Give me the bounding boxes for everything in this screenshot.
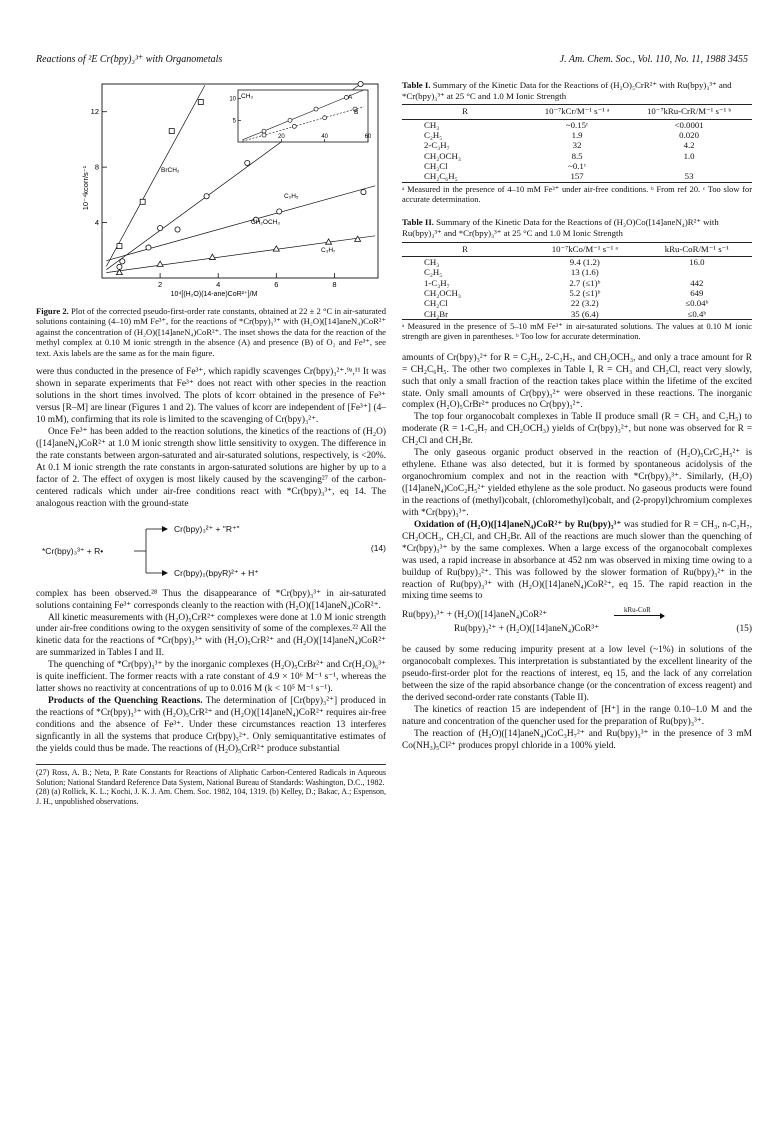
right-para-2: The top four organocobalt complexes in Table II produce small (R = CH₃ and C₂H₅) to moderate (R = 1-C₃H₇ and CH₂OCH₃) yields of Cr(bpy)₃²⁺, but none was observed for R = CH₂Cl and CH₂Br.: [402, 412, 752, 447]
curve-label: C₃H₇: [321, 247, 336, 254]
data-point: [209, 254, 215, 259]
inset-y-tick-label: 5: [232, 118, 236, 125]
t1-header-kcr: 10⁻⁷kCr/M⁻¹ s⁻¹ ᵃ: [528, 105, 626, 119]
left-para-2: Once Fe³⁺ has been added to the reaction solutions, the kinetics of the reactions of (H₂O)([14]aneN₄)CoR²⁺ at 1.0 M ionic strength show little sensitivity to oxygen. The difference in the rate constants between argon-saturated and air-saturated solutions, respectively, is <20%. At 0.1 M ionic strength the rate constants in argon-saturated solutions are higher by up to a factor of 2. The effect of oxygen is most likely caused by the scavenging²⁷ of the carbon-centered radicals which under air-free conditions react with *Cr(bpy)₃³⁺, eq 14. The analogous reaction with the ground-state: [36, 427, 386, 509]
inset-x-tick-label: 20: [277, 134, 285, 140]
t2-header-kru: kRu-CoR/M⁻¹ s⁻¹: [642, 242, 752, 256]
table-row: [402, 161, 752, 171]
table-2-label: Table II.: [402, 217, 434, 228]
eq15-reactants: Ru(bpy)₃³⁺ + (H₂O)([14]aneN₄)CoR²⁺: [402, 610, 548, 621]
t2-cell: 1-C₃H₇: [424, 277, 450, 288]
equation-14: [36, 515, 386, 585]
inset-data-point: [262, 129, 266, 133]
table-row: [402, 256, 752, 267]
table-1-notes: ᵃ Measured in the presence of 4–10 mM Fe³⁺ under air-free conditions. ᵇ From ref 20. ᶜ Too slow for accurate determination.: [402, 184, 752, 205]
y-tick-label: 4: [94, 218, 99, 228]
t2-cell: 649: [690, 288, 704, 299]
table-1: [402, 80, 752, 205]
t1-cell: 1.9: [571, 129, 583, 140]
inset-label: CH₃: [241, 93, 254, 100]
t2-header-kco: 10⁻⁷kCo/M⁻¹ s⁻¹ ᵃ: [528, 242, 642, 256]
data-point: [140, 199, 145, 204]
data-point: [169, 129, 174, 134]
figure-caption-label: Figure 2.: [36, 306, 69, 316]
t2-cell: 13 (1.6): [570, 267, 599, 278]
right-para-4-text: was studied for R = CH₃, n-C₃H₇, CH₂OCH₃, CH₂Cl, and CH₂Br. All of the reactions are much slower than the quenching of *Cr(bpy)₃³⁺ by the same complexes. When a large excess of the organocobalt complexes was used, a rapid increase in absorbance at 452 nm was observed in mixing time owing to a buildup of Ru(bpy)₃²⁺. This was followed by the slower formation of Ru(bpy)₃²⁺ in the reaction of Ru(bpy)₃³⁺ with (H₂O)([14]aneN₄)CoR²⁺, eq 15. The rapid reaction in the mixing time seems to: [402, 519, 753, 602]
right-para-3: The only gaseous organic product observed in the reaction of (H₂O)₅CrC₂H₅²⁺ is ethylene. Ethane was also detected, but it is formed by spontaneous acidolysis of the organochromium complex and not in the reaction with *Cr(bpy)₃³⁺. Similarly, (H₂O)([14]aneN₄)CoC₂H₅²⁺ yielded ethylene as the sole product. No gaseous products were found in the reactions of (methyl)cobalt, (chloromethyl)cobalt, and (2-propyl)chromium complexes with *Cr(bpy)₃³⁺.: [402, 448, 752, 518]
table-row: [402, 298, 752, 308]
data-point: [198, 100, 203, 105]
data-point: [117, 244, 122, 249]
table-1-caption-text: Summary of the Kinetic Data for the Reactions of (H₂O)₅CrR²⁺ with Ru(bpy)₃³⁺ and *Cr(bpy)₃³⁺ at 25 °C and 1.0 M Ionic Strength: [402, 80, 732, 101]
inset-data-point: [323, 116, 327, 120]
table-row: [402, 151, 752, 161]
table-row: [402, 140, 752, 150]
section-heading-oxidation: Oxidation of (H₂O)([14]aneN₄)CoR²⁺ by Ru(bpy)₃³⁺: [414, 519, 622, 530]
t1-cell: 53: [626, 171, 752, 182]
fit-line: [106, 236, 375, 273]
y-tick-label: 8: [94, 162, 99, 172]
eq15-arrow: [614, 615, 664, 616]
inset-label: B: [354, 109, 359, 116]
t1-cell: 8.5: [571, 150, 583, 161]
right-para-6: The kinetics of reaction 15 are independent of [H⁺] in the range 0.10–1.0 M and the nature and concentration of the quencher used for the preparation of Ru(bpy)₃³⁺.: [402, 705, 752, 728]
t1-cell: 1.0: [683, 150, 695, 161]
t2-cell: CH₂Cl: [424, 298, 448, 309]
t2-cell: 16.0: [689, 256, 705, 267]
curve-label: C₂H₅: [284, 193, 299, 200]
t2-cell: CH₂OCH₃: [424, 288, 461, 299]
x-tick-label: 6: [274, 280, 279, 289]
table-row: [402, 119, 752, 130]
t2-cell: CH₂Br: [402, 309, 528, 320]
t1-header-kru: 10⁻⁷kRu-CrR/M⁻¹ s⁻¹ ᵇ: [626, 105, 752, 119]
right-column: [402, 80, 752, 753]
figure-2: [36, 80, 386, 302]
y-axis-label: 10⁻⁴kcorr/s⁻¹: [81, 165, 90, 211]
table-2-caption: [402, 217, 752, 238]
x-tick-label: 2: [158, 280, 163, 289]
table-row: [402, 267, 752, 277]
x-axis-label: 10⁴[(H₂O)(14-ane)CoR²⁺]/M: [170, 291, 258, 298]
right-para-4: [402, 520, 752, 604]
t1-cell: CH₂Cl: [424, 161, 448, 172]
curve-label: BrCH₂: [161, 167, 180, 174]
inset-y-tick-label: 10: [229, 96, 236, 103]
t1-cell: ~0.1ᶜ: [568, 161, 587, 172]
eq14-product-b: Cr(bpy)₂(bpyR)²⁺ + H⁺: [174, 567, 259, 578]
table-2-caption-text: Summary of the Kinetic Data for the Reactions of (H₂O)Co([14]aneN₄)R²⁺ with Ru(bpy)₃³⁺ and *Cr(bpy)₃³⁺ at 25 °C and 1.0 M Ionic Strength: [402, 217, 719, 239]
t2-cell: 9.4 (1.2): [569, 256, 600, 267]
left-column: [36, 80, 386, 807]
table-row: [402, 130, 752, 140]
t1-cell: CH₃: [424, 119, 440, 130]
y-tick-label: 12: [90, 107, 99, 117]
data-point: [157, 261, 163, 266]
x-tick-label: 8: [332, 280, 337, 289]
eq14-product-a: Cr(bpy)₃²⁺ + "R⁺": [174, 523, 240, 534]
data-point: [273, 246, 279, 251]
data-point: [175, 227, 180, 232]
t2-header-r: R: [402, 242, 528, 256]
t2-cell: 5.2 (≤1)ᵇ: [569, 288, 601, 299]
table-row: [402, 278, 752, 288]
inset-data-point: [314, 107, 318, 111]
right-para-1: amounts of Cr(bpy)₃²⁺ for R = C₂H₅, 2-C₃H₇, and CH₂OCH₃, and only a trace amount for R = CH₂C₆H₅. The other two complexes in Table I, R = CH₃ and CH₂Cl, react very slowly, such that only a small fraction of the reaction takes place within the lifetime of the excited state. Only small amounts of Cr(bpy)₃²⁺ were observed in these reactions. The inorganic complex (H₂O)₅CrBr²⁺ produces no Cr(bpy)₃²⁺.: [402, 352, 752, 411]
footnote-27: (27) Ross, A. B.; Neta, P. Rate Constants for Reactions of Aliphatic Carbon-Centered Radicals in Aqueous Solution; National Standard Reference Data System, National Bureau of Standards: Washington, D.C., 1982.: [36, 767, 386, 787]
t2-cell: [642, 267, 752, 277]
footnotes: [36, 764, 386, 807]
right-para-7: The reaction of (H₂O)([14]aneN₄)CoC₃H₇²⁺ and Ru(bpy)₃³⁺ in the presence of 3 mM Co(NH₃)₅Cl²⁺ produces propyl chloride in a 100% yield.: [402, 728, 752, 751]
t1-cell: 0.020: [679, 129, 699, 140]
data-point: [204, 194, 209, 199]
x-tick-label: 4: [216, 280, 221, 289]
data-point: [358, 81, 363, 86]
data-point: [120, 259, 125, 264]
header-right: J. Am. Chem. Soc., Vol. 110, No. 11, 1988 3455: [559, 54, 748, 65]
t2-cell: CH₃: [424, 256, 440, 267]
t2-cell: 2.7 (≤1)ᵇ: [569, 277, 601, 288]
table-2-grid: [402, 242, 752, 320]
table-2: [402, 217, 752, 342]
left-para-1: were thus conducted in the presence of Fe³⁺, which rapidly scavenges Cr(bpy)₃²⁺.⁹ᵃ,¹¹ It was shown in separate experiments that Fe³⁺ does not react with other species in the reaction solutions in the short times involved. The plots of kcorr obtained in the presence of Fe³⁺ versus [R–M] are linear (Figures 1 and 2). The values of kcorr are independent of [Fe³⁺] (4–10 mM), confirming that its role is limited to the scavenging of Cr(bpy)₃²⁺.: [36, 367, 386, 426]
data-point: [361, 189, 366, 194]
eq14-reactants: *Cr(bpy)₃³⁺ + R•: [42, 545, 104, 556]
eq15-number: (15): [736, 624, 752, 635]
table-1-label: Table I.: [402, 80, 431, 90]
figure-2-chart: [36, 80, 386, 302]
inset-label: A: [348, 94, 353, 101]
eq14-number: (14): [370, 542, 386, 553]
data-point: [277, 209, 282, 214]
footnote-28: (28) (a) Rollick, K. L.; Kochi, J. K. J. Am. Chem. Soc. 1982, 104, 1319. (b) Kelley, D.; Bakac, A.; Espenson, J. H., unpublished observations.: [36, 787, 386, 807]
t1-cell: CH₂OCH₃: [424, 150, 461, 161]
t1-cell: 32: [572, 140, 582, 151]
left-para-3: complex has been observed.²⁸ Thus the disappearance of *Cr(bpy)₃³⁺ in air-saturated solutions containing Fe³⁺ corresponds cleanly to the reaction with (H₂O)([14]aneN₄)CoR²⁺.: [36, 588, 386, 611]
header-left: Reactions of ²E Cr(bpy)₃³⁺ with Organometals: [36, 54, 223, 65]
figure-caption: [36, 306, 386, 358]
t2-cell: 35 (6.4): [528, 309, 642, 320]
fit-line: [106, 85, 205, 266]
t1-cell: 2-C₃H₇: [424, 140, 450, 151]
table-2-notes: ᵃ Measured in the presence of 5–10 mM Fe³⁺ in air-saturated solutions. The values at 0.10 M ionic strength are given in parentheses. ᵇ Too low for accurate determination.: [402, 322, 752, 342]
table-row: [402, 171, 752, 182]
inset-data-point: [292, 124, 296, 128]
t1-cell: 157: [528, 171, 626, 182]
t2-cell: ≤0.4ᵇ: [642, 309, 752, 320]
inset-x-tick-label: 60: [364, 134, 372, 140]
table-1-grid: [402, 104, 752, 182]
t1-header-r: R: [402, 105, 528, 119]
t1-cell: <0.0001: [674, 119, 704, 130]
data-point: [146, 245, 151, 250]
data-point: [245, 160, 250, 165]
left-para-5: The quenching of *Cr(bpy)₃³⁺ by the inorganic complexes (H₂O)₅CrBr²⁺ and Cr(H₂O)₆³⁺ is quite inefficient. The former reacts with a rate constant of 4.9 × 10⁶ M⁻¹ s⁻¹, whereas the latter shows no reactivity at concentrations of up to 0.016 M (k < 10⁵ M⁻¹ s⁻¹).: [36, 660, 386, 695]
section-heading-products: Products of the Quenching Reactions.: [48, 696, 203, 707]
t2-cell: ≤0.04ᵇ: [685, 298, 709, 309]
running-header: [36, 54, 748, 68]
equation-15: [402, 608, 752, 640]
t1-cell: 4.2: [683, 140, 695, 151]
eq15-rate-constant: kRu-CoR: [624, 606, 651, 615]
t1-cell: C₂H₅: [424, 129, 443, 140]
data-point: [158, 226, 163, 231]
t2-cell: 442: [690, 277, 704, 288]
curve-label: CH₂OCH₃: [251, 219, 281, 226]
left-para-6-text: The determination of [Cr(bpy)₃²⁺] produced in the reactions of *Cr(bpy)₃³⁺ with (H₂O)₅CrR²⁺ and (H₂O)([14]aneN₄)CoR²⁺ requires air-free conditions and the absence of Fe³⁺. Under these circumstances reaction 13 interferes signficantly in all the systems that produce Cr(bpy)₃²⁺. Only semiquantitative estimates of the yields could thus be made. The reactions of (H₂O)₅CrR²⁺ produce substantial: [36, 696, 387, 754]
t1-cell: CH₂C₆H₅: [402, 171, 528, 182]
inset-x-tick-label: 40: [321, 134, 329, 140]
table-1-caption: [402, 80, 752, 101]
inset-data-point: [288, 118, 292, 122]
inset-data-point: [262, 133, 266, 137]
t1-cell: [626, 161, 752, 171]
right-para-5: be caused by some reducing impurity present at a low level (~1%) in solutions of the organocobalt complexes. This interpretation is substantiated by the excellent linearity of the pseudo-first-order plot for the reactions of interest, eq 15, and the lack of any correlation between the size of the rapid absorbance change (or the concentration of excess reagent) and the derived second-order rate constants (Table II).: [402, 645, 752, 704]
table-row: [402, 309, 752, 320]
eq15-products: Ru(bpy)₃²⁺ + (H₂O)([14]aneN₄)CoR³⁺: [454, 624, 600, 635]
t1-cell: ~0.15ᶜ: [565, 119, 589, 130]
figure-caption-text: Plot of the corrected pseudo-first-order rate constants, obtained at 22 ± 2 °C in air-saturated solutions containing (4–10) mM Fe³⁺, for the reactions of *Cr(bpy)₃³⁺ with (H₂O)([14]aneN₄)CoR²⁺ against the concentration of (H₂O)([14]aneN₄)CoR²⁺. The inset shows the data for the reaction of the methyl complex at 0.10 M ionic strength in the absence (A) and presence (B) of O₂ and Fe³⁺, see text. Axis labels are the same as for the main figure.: [36, 306, 386, 358]
t2-cell: 22 (3.2): [570, 298, 599, 309]
table-row: [402, 288, 752, 298]
t2-cell: C₂H₅: [424, 267, 443, 278]
left-para-6: [36, 696, 386, 756]
left-para-4: All kinetic measurements with (H₂O)₅CrR²⁺ complexes were done at 1.0 M ionic strength under air-free conditions owing to the oxygen sensitivity of some of the complexes.²² All the kinetic data for the reactions of *Cr(bpy)₃³⁺ with (H₂O)₅CrR²⁺ and (H₂O)([14]aneN₄)CoR²⁺ are summarized in Tables I and II.: [36, 612, 386, 659]
